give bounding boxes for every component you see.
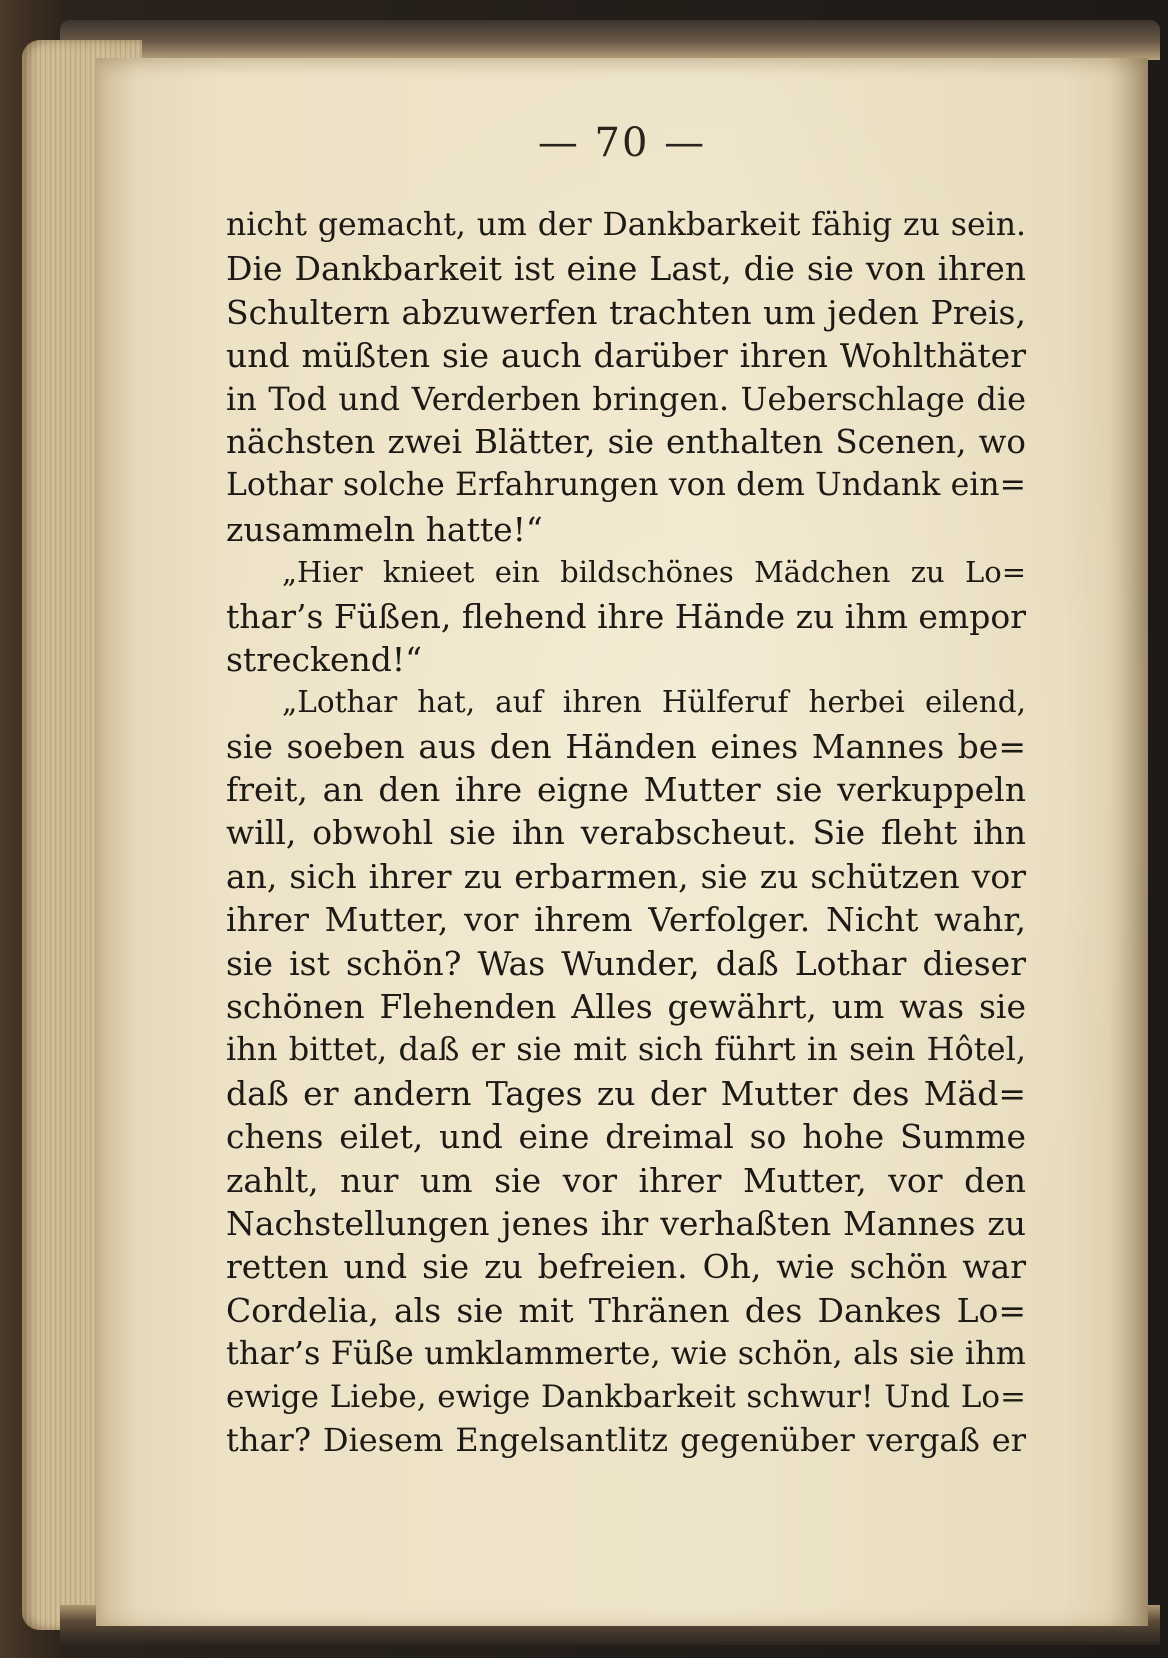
text-line: thar’s Füße umklammerte, wie schön, als sie ihm	[226, 1334, 1026, 1373]
text-line: ihn bittet, daß er sie mit sich führt in sein Hôtel,	[226, 1030, 1026, 1069]
text-line: nicht gemacht, um der Dankbarkeit fähig zu sein.	[226, 207, 1026, 243]
text-line: nächsten zwei Blätter, sie enthalten Scenen, wo	[226, 422, 1026, 461]
text-line: zusammeln hatte!“	[226, 509, 543, 549]
text-line: retten und sie zu befreien. Oh, wie schön war	[226, 1247, 1026, 1287]
text-line: an, sich ihrer zu erbarmen, sie zu schützen vor	[226, 856, 1026, 896]
page-number: — 70 —	[537, 120, 707, 166]
spine-shadow	[1108, 58, 1148, 1626]
text-line: streckend!“	[226, 639, 423, 679]
text-line: sie ist schön? Was Wunder, daß Lothar dieser	[226, 943, 1026, 983]
text-line: sie soeben aus den Händen eines Mannes be=	[226, 726, 1026, 766]
text-line: „Hier knieet ein bildschönes Mädchen zu Lo=	[282, 555, 1026, 590]
text-line: thar’s Füßen, flehend ihre Hände zu ihm empor	[226, 596, 1026, 636]
text-line: freit, an den ihre eigne Mutter sie verkuppeln	[226, 770, 1026, 810]
text-line: in Tod und Verderben bringen. Ueberschlage die	[226, 379, 1026, 418]
book-page	[96, 58, 1148, 1626]
text-line: und müßten sie auch darüber ihren Wohlthäter	[226, 336, 1026, 376]
text-line: will, obwohl sie ihn verabscheut. Sie fleht ihn	[226, 813, 1026, 853]
text-line: Nachstellungen jenes ihr verhaßten Mannes zu	[226, 1203, 1026, 1243]
text-line: ewige Liebe, ewige Dankbarkeit schwur! Und Lo=	[226, 1378, 1026, 1415]
text-line: daß er andern Tages zu der Mutter des Mäd=	[226, 1073, 1026, 1113]
text-line: Schultern abzuwerfen trachten um jeden Preis,	[226, 292, 1026, 332]
text-line: Cordelia, als sie mit Thränen des Dankes Lo=	[226, 1290, 1026, 1330]
text-line: zahlt, nur um sie vor ihrer Mutter, vor den	[226, 1160, 1026, 1200]
book-top-edge	[60, 20, 1160, 60]
text-line: Die Dankbarkeit ist eine Last, die sie von ihren	[226, 249, 1026, 289]
text-line: ihrer Mutter, vor ihrem Verfolger. Nicht wahr,	[226, 900, 1026, 940]
body-text	[226, 204, 1026, 1462]
text-line: chens eilet, und eine dreimal so hohe Summe	[226, 1117, 1026, 1157]
text-line: „Lothar hat, auf ihren Hülferuf herbei eilend,	[282, 685, 1026, 720]
text-line: schönen Flehenden Alles gewährt, um was sie	[226, 987, 1026, 1027]
text-line: Lothar solche Erfahrungen von dem Undank ein=	[226, 467, 1026, 504]
text-line: thar? Diesem Engelsantlitz gegenüber vergaß er	[226, 1420, 1026, 1459]
